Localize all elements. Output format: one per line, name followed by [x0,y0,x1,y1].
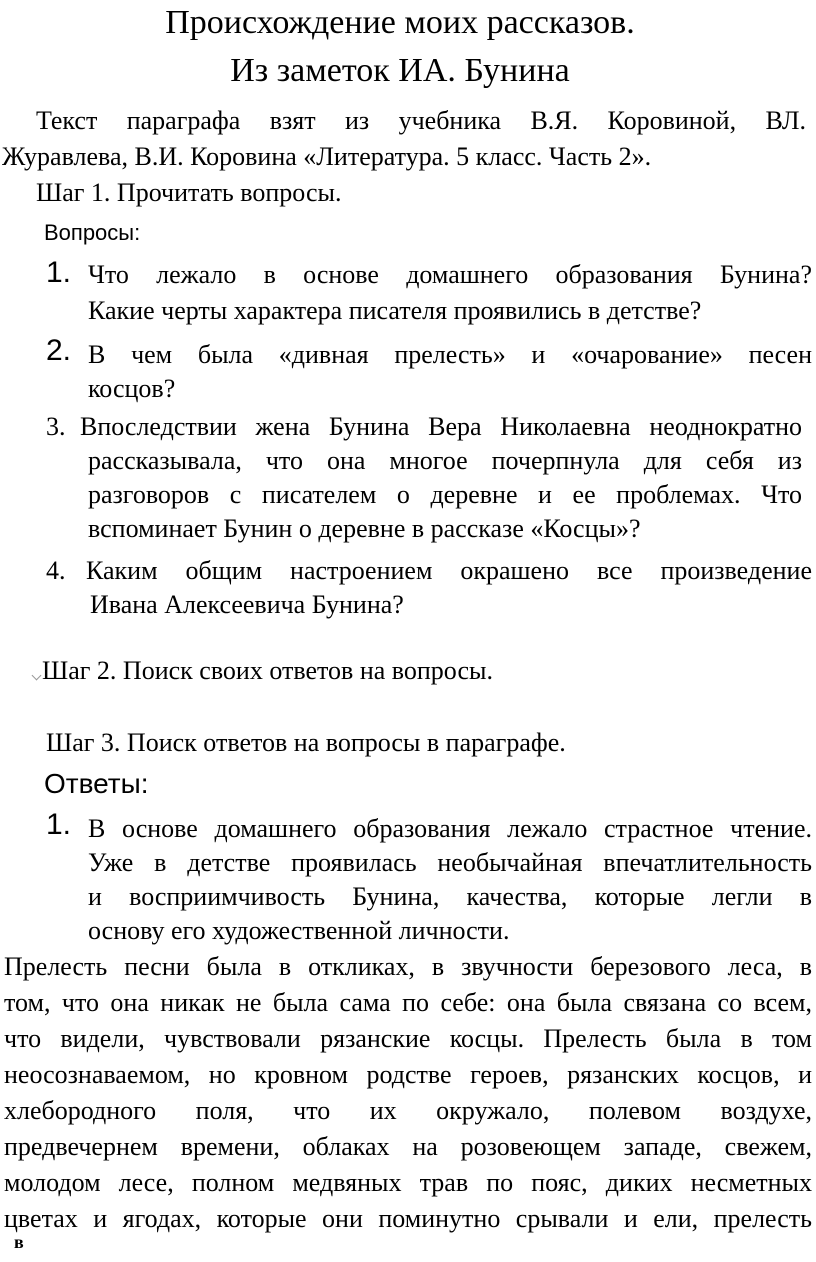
resize-mark-icon [32,671,42,681]
answer-1-number: 1. [46,808,72,841]
question-4-number: 4. [46,556,66,585]
question-4-line-1: Каким общим настроением окрашено все произведение [86,556,812,585]
answer-1-line-4: основу его художественной личности. [88,916,510,945]
source-line-1: Текст параграфа взят из учебника В.Я. Коровиной, ВЛ. [36,106,806,135]
question-2-line-1: В чем была «дивная прелесть» и «очарование» песен [88,340,812,369]
title-line-1: Происхождение моих рассказов. [165,4,635,41]
paragraph-line-9: в [14,1232,24,1252]
paragraph-line-7: молодом лесе, полном медвяных трав по пояс, диких несметных [4,1168,812,1197]
answer-1-line-1: В основе домашнего образования лежало страстное чтение. [88,814,812,843]
questions-heading: Вопросы: [44,220,141,245]
title-line-2: Из заметок ИА. Бунина [230,52,570,89]
question-4-line-2: Ивана Алексеевича Бунина? [90,590,404,619]
question-1-number: 1. [46,256,72,289]
step3-heading: Шаг 3. Поиск ответов на вопросы в параграфе. [46,728,566,757]
answers-heading: Ответы: [44,768,149,799]
question-2-line-2: косцов? [88,374,176,403]
question-1-line-1: Что лежало в основе домашнего образования Бунина? [88,260,812,289]
answer-1-line-3: и восприимчивость Бунина, качества, которые легли в [88,882,812,911]
question-3-line-4: вспоминает Бунин о деревне в рассказе «Косцы»? [88,514,641,543]
step1-heading: Шаг 1. Прочитать вопросы. [36,178,342,207]
source-line-2: Журавлева, В.И. Коровина «Литература. 5 класс. Часть 2». [2,142,652,171]
question-3-line-1: Впоследствии жена Бунина Вера Николаевна неоднократно [80,412,802,441]
paragraph-line-6: предвечернем времени, облаках на розовеющем западе, свежем, [4,1132,812,1161]
question-2-number: 2. [46,334,72,367]
answer-1-line-2: Уже в детстве проявилась необычайная впечатлительность [88,848,812,877]
paragraph-line-2: том, что она никак не была сама по себе: она была связана со всем, [4,988,812,1017]
step2-heading: Шаг 2. Поиск своих ответов на вопросы. [42,656,493,685]
paragraph-line-1: Прелесть песни была в откликах, в звучности березового леса, в [4,952,812,981]
paragraph-line-8: цветах и ягодах, которые они поминутно срывали и ели, прелесть [4,1204,812,1233]
question-1-line-2: Какие черты характера писателя проявились в детстве? [88,296,702,325]
question-3-line-3: разговоров с писателем о деревне и ее проблемах. Что [88,480,802,509]
question-3-number: 3. [46,412,66,441]
question-3-line-2: рассказывала, что она многое почерпнула для себя из [88,446,802,475]
paragraph-line-4: неосознаваемом, но кровном родстве героев, рязанских косцов, и [4,1060,812,1089]
paragraph-line-5: хлебородного поля, что их окружало, полевом воздухе, [4,1096,812,1125]
paragraph-line-3: что видели, чувствовали рязанские косцы. Прелесть была в том [4,1024,812,1053]
